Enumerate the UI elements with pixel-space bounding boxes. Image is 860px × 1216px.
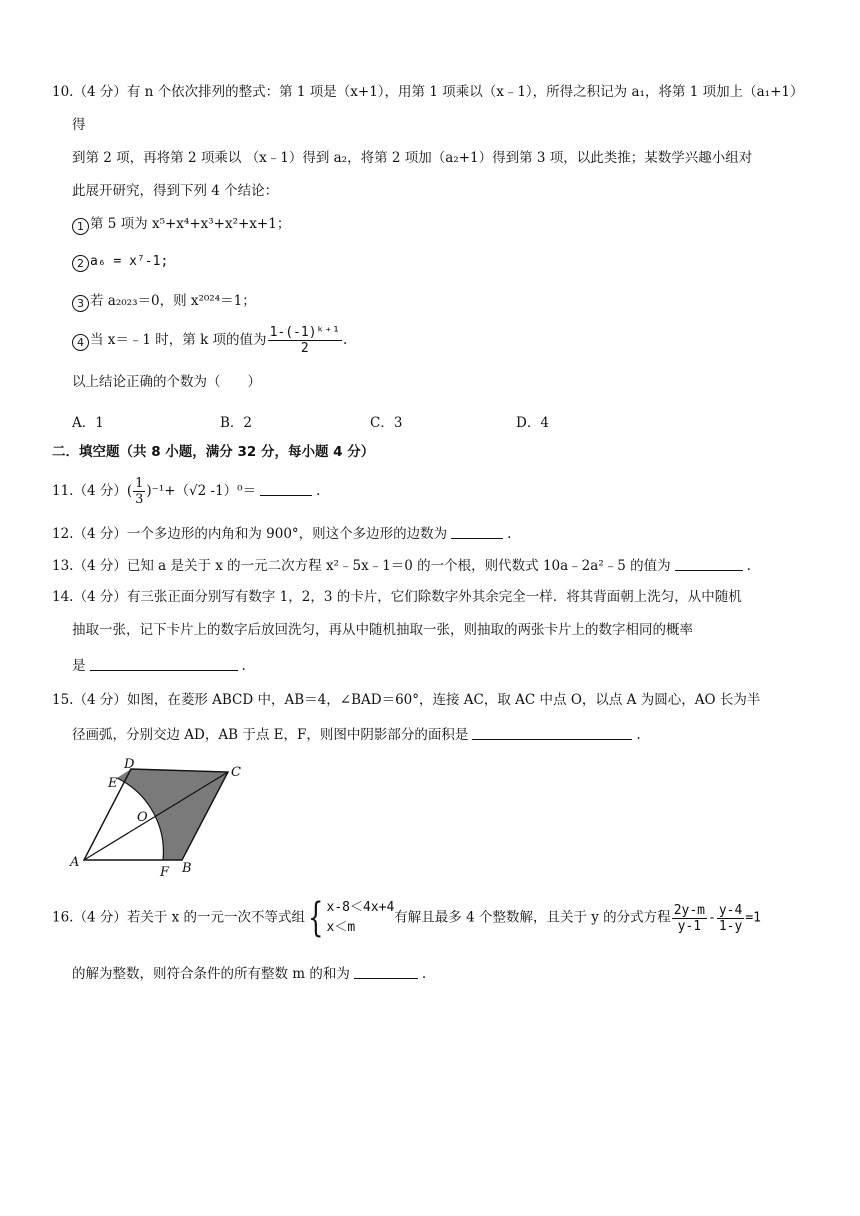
q15-line2: 径画弧，分别交边 AD，AB 于点 E，F，则图中阴影部分的面积是 .	[72, 727, 641, 743]
q10-option-b: B．2	[220, 415, 253, 431]
q13-answer-blank[interactable]	[675, 558, 743, 571]
circle-1-icon: 1	[72, 218, 89, 235]
q10-option-c: C．3	[370, 415, 403, 431]
label-e: E	[108, 776, 118, 791]
label-o: O	[137, 810, 148, 825]
q10-conclusion-3: 3 若 a₂₀₂₃＝0，则 x²⁰²⁴＝1；	[72, 295, 256, 312]
q10-option-d: D．4	[516, 415, 549, 431]
q14-line3: 是 .	[72, 658, 246, 674]
q10-fraction: $\frac{\text{1-(-1)ᵏ⁺¹}}{2}$	[269, 325, 341, 356]
q11: 11.（4 分）( $\frac{1}{3}$ )⁻¹+（√2 -1）⁰＝ .	[52, 476, 321, 507]
q13: 13.（4 分）已知 a 是关于 x 的一元二次方程 x²﹣5x﹣1＝0 的一个根，则代数式 10a﹣2a²﹣5 的值为 .	[52, 558, 751, 574]
circle-3-icon: 3	[72, 295, 89, 312]
section-heading: 二．填空题（共 8 小题，满分 32 分，每小题 4 分）	[52, 444, 375, 460]
q14-line1: 14.（4 分）有三张正面分别写有数字 1，2，3 的卡片，它们除数字外其余完全一样．将其背面朝上洗匀，从中随机	[52, 589, 742, 605]
circle-2-icon: 2	[72, 255, 89, 272]
q10-conclusion-1: 1 第 5 项为 x⁵+x⁴+x³+x²+x+1；	[72, 218, 290, 235]
circle-4-icon: 4	[72, 334, 89, 351]
q14-line2: 抽取一张，记下卡片上的数字后放回洗匀，再从中随机抽取一张，则抽取的两张卡片上的数字相同的概率	[72, 622, 693, 638]
q10-line1b: 得	[72, 117, 86, 133]
rhombus-figure	[64, 756, 264, 880]
q16-line2: 的解为整数，则符合条件的所有整数 m 的和为 .	[72, 966, 427, 982]
q10-line2: 到第 2 项，再将第 2 项乘以 （x﹣1）得到 a₂，将第 2 项加（a₂+1）得到第 3 项，以此类推；某数学兴趣小组对	[72, 150, 753, 166]
label-d: D	[124, 757, 135, 772]
q11-answer-blank[interactable]	[260, 483, 312, 496]
label-a: A	[70, 855, 80, 870]
q10-line3: 此展开研究，得到下列 4 个结论：	[72, 183, 279, 199]
brace-icon: {	[308, 895, 324, 941]
q10-conclusion-4: 4 当 x＝﹣1 时，第 k 项的值为 $\frac{\text{1-(-1)ᵏ⁺¹}}{2}$ .	[72, 325, 347, 356]
label-f: F	[160, 865, 170, 880]
q16-fraction-1: $\frac{2y-m}{y-1}$	[673, 902, 705, 934]
q10-conclusion-2: 2 a₆ = x⁷-1;	[72, 255, 168, 272]
q16-line1: 16.（4 分）若关于 x 的一元一次不等式组{ x-8＜4x+4 x＜m 有解且最多 4 个整数解，且关于 y 的分式方程 $\frac{2y-m}{y-1}$ - $\frac{y-4}{1-y}$ =1	[52, 895, 761, 941]
q11-fraction: $\frac{1}{3}$	[135, 476, 144, 507]
label-c: C	[231, 765, 241, 780]
q15-line1: 15.（4 分）如图，在菱形 ABCD 中，AB＝4，∠BAD＝60°，连接 AC，取 AC 中点 O，以点 A 为圆心，AO 长为半	[52, 692, 761, 708]
q14-answer-blank[interactable]	[90, 658, 238, 671]
q10-question: 以上结论正确的个数为（ ）	[72, 374, 261, 390]
q16-fraction-2: $\frac{y-4}{1-y}$	[718, 902, 743, 934]
q12-answer-blank[interactable]	[451, 526, 503, 539]
q15-answer-blank[interactable]	[472, 727, 632, 740]
q10-option-a: A．1	[72, 415, 104, 431]
q16-answer-blank[interactable]	[354, 966, 418, 979]
label-b: B	[182, 861, 192, 876]
q12: 12.（4 分）一个多边形的内角和为 900°，则这个多边形的边数为 .	[52, 526, 512, 542]
inequality-system: x-8＜4x+4 x＜m	[326, 900, 395, 935]
q10-line1: 10.（4 分）有 n 个依次排列的整式：第 1 项是（x+1），用第 1 项乘以（x﹣1），所得之积记为 a₁，将第 1 项加上（a₁+1）	[52, 84, 804, 100]
